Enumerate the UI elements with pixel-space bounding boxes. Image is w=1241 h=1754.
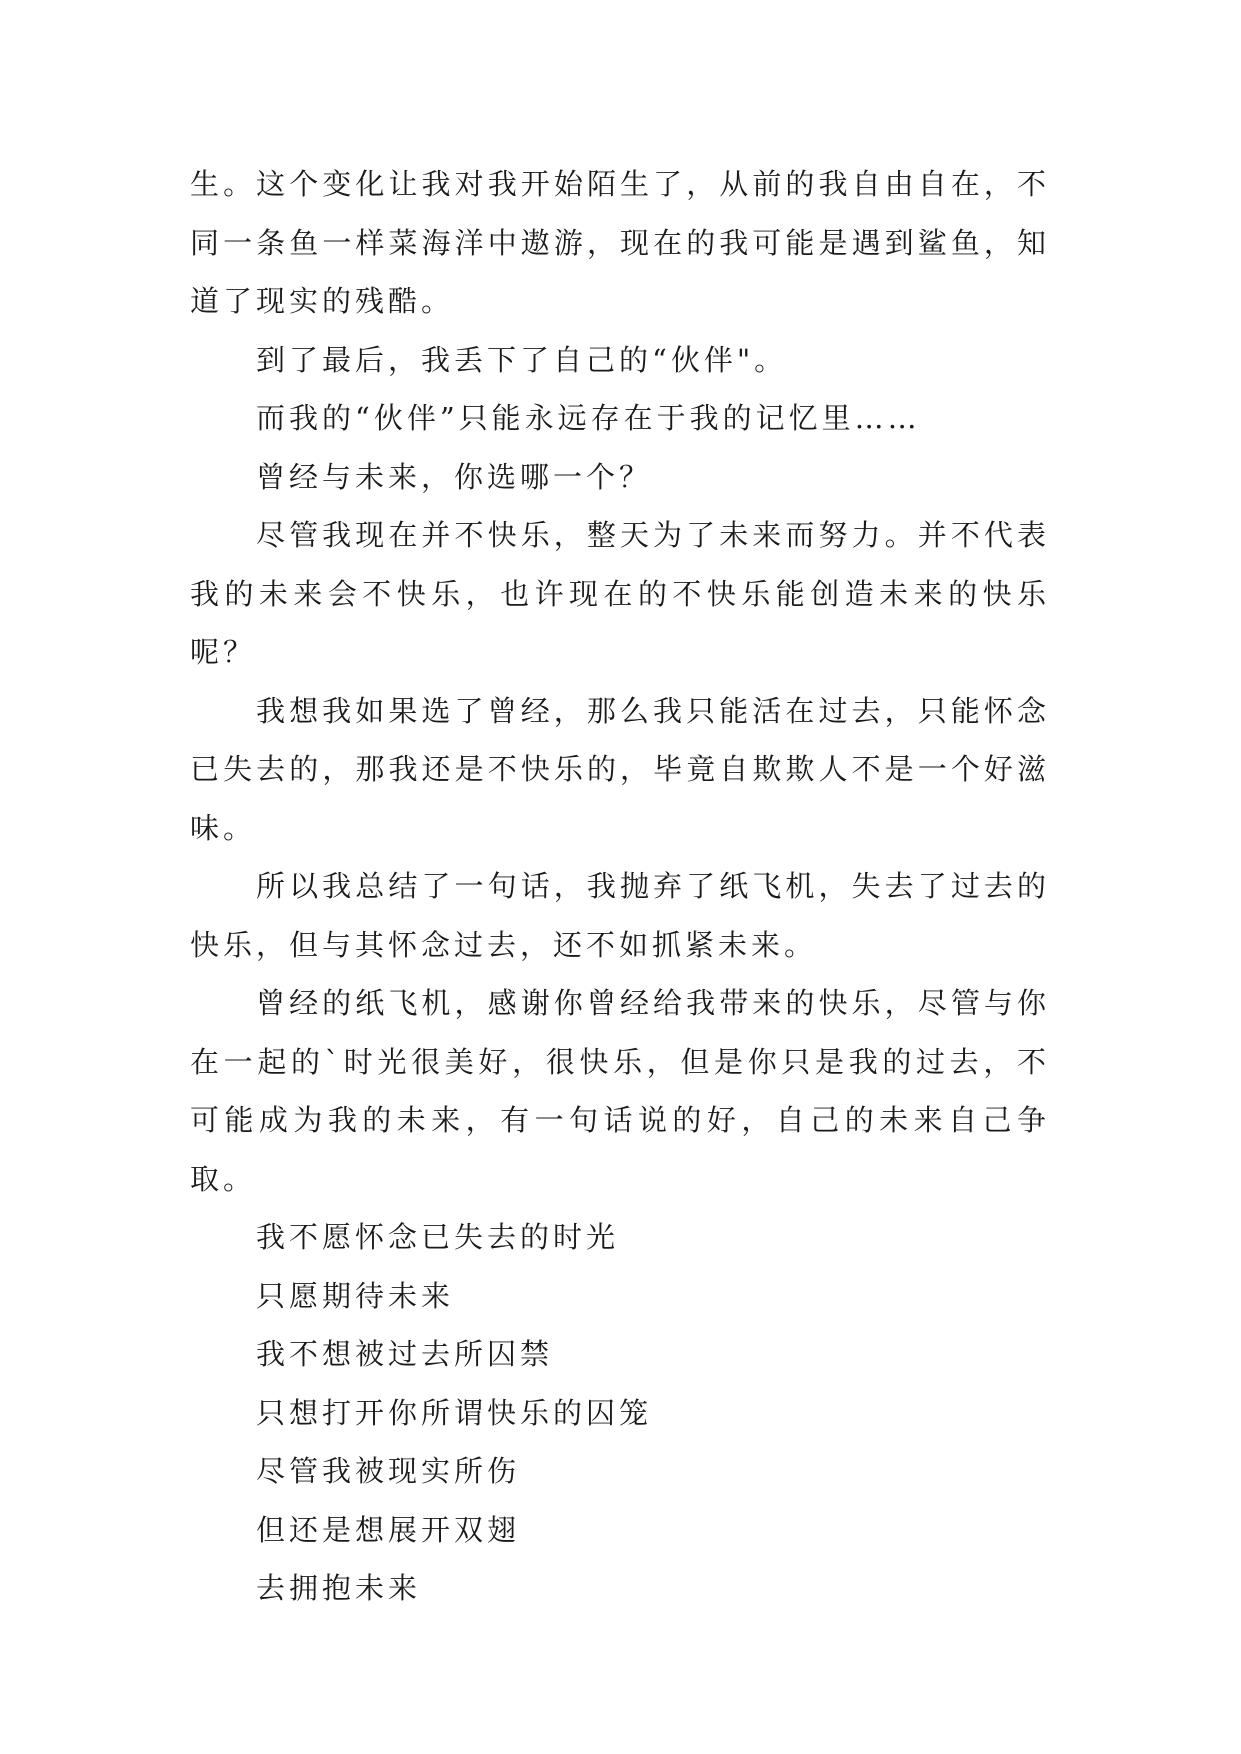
poem-line: 只想打开你所谓快乐的囚笼 — [256, 1395, 653, 1430]
poem-line: 但还是想展开双翅 — [256, 1512, 521, 1547]
poem-line: 尽管我被现实所伤 — [256, 1454, 521, 1488]
poem-line: 我不愿怀念已失去的时光 — [256, 1220, 620, 1254]
poem-line: 去拥抱未来 — [256, 1571, 422, 1605]
paragraph: 曾经的纸飞机，感谢你曾经给我带来的快乐，尽管与你在一起的`时光很美好，很快乐，但是你只是我的过去，不可能成为我的未来，有一句话说的好，自己的未来自己争取。 — [190, 986, 1050, 1196]
paragraph: 到了最后，我丢下了自己的“伙伴"。 — [256, 342, 788, 377]
document-body — [190, 155, 1050, 1618]
paragraph: 我想我如果选了曾经，那么我只能活在过去，只能怀念已失去的，那我还是不快乐的，毕竟自欺欺人不是一个好滋味。 — [190, 693, 1050, 845]
paragraph-continuation: 生。这个变化让我对我开始陌生了，从前的我自由自在，不同一条鱼一样菜海洋中遨游，现在的我可能是遇到鲨鱼，知道了现实的残酷。 — [190, 167, 1050, 318]
paragraph: 尽管我现在并不快乐，整天为了未来而努力。并不代表我的未来会不快乐，也许现在的不快乐能创造未来的快乐呢？ — [190, 518, 1050, 669]
paragraph: 所以我总结了一句话，我抛弃了纸飞机，失去了过去的快乐，但与其怀念过去，还不如抓紧未来。 — [190, 869, 1050, 962]
paragraph: 而我的“伙伴”只能永远存在于我的记忆里…… — [256, 401, 921, 435]
poem-line: 只愿期待未来 — [256, 1278, 455, 1313]
poem-line: 我不想被过去所囚禁 — [256, 1337, 554, 1371]
paragraph: 曾经与未来，你选哪一个？ — [256, 459, 653, 494]
